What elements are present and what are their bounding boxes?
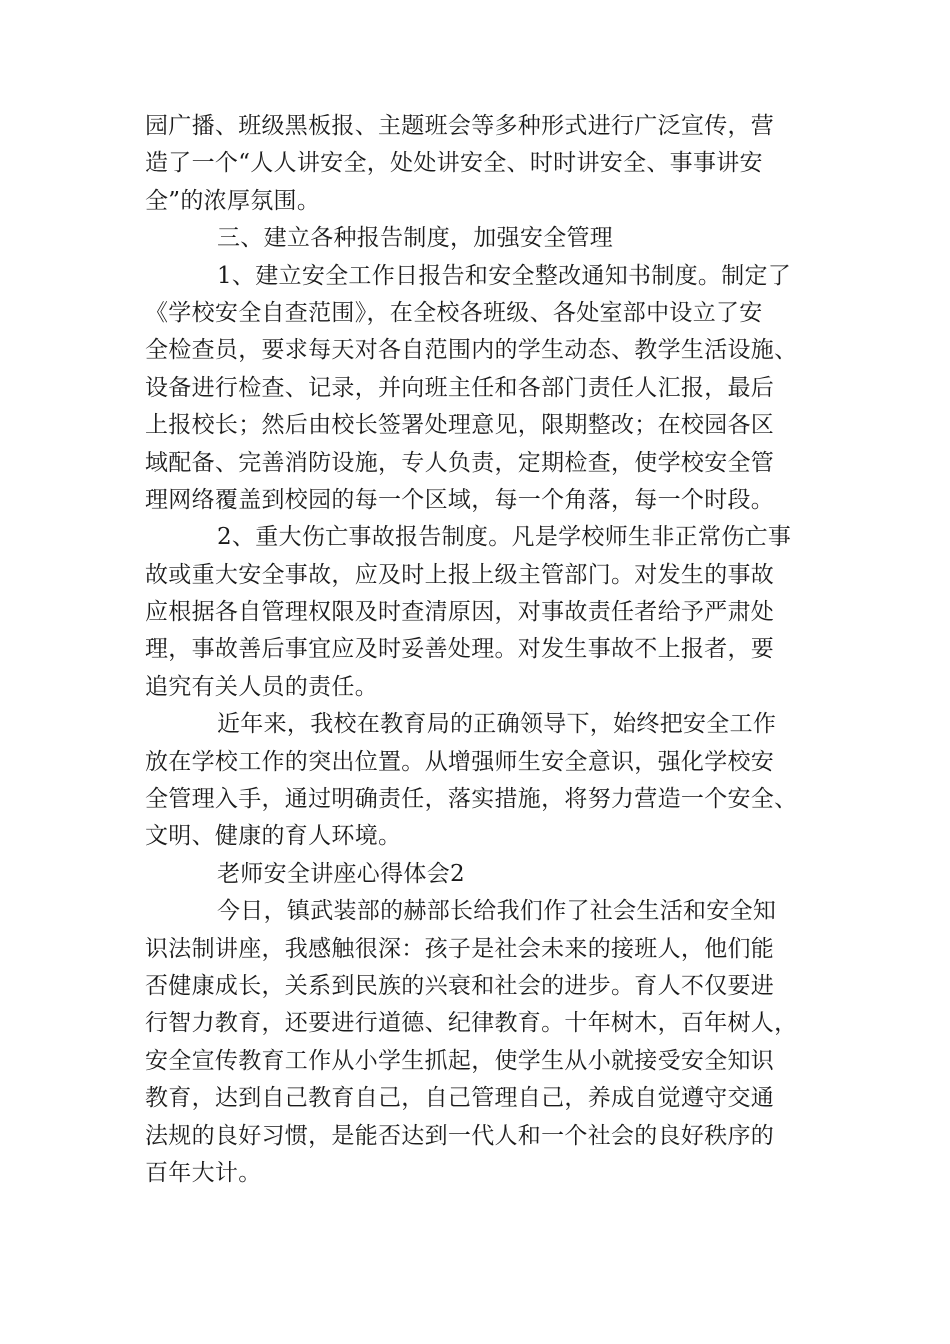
paragraph-start: 2、重大伤亡事故报告制度。凡是学校师生非正常伤亡事: [217, 524, 792, 551]
text-line: 全”的浓厚氛围。: [145, 187, 321, 214]
text-line: 园广播、班级黑板报、主题班会等多种形式进行广泛宣传，营: [145, 113, 775, 139]
text-line: 全管理入手，通过明确责任，落实措施，将努力营造一个安全、: [145, 786, 798, 813]
section-heading: 三、建立各种报告制度，加强安全管理: [217, 225, 614, 252]
text-line: 行智力教育，还要进行道德、纪律教育。十年树木，百年树人，: [145, 1010, 798, 1037]
paragraph-start: 近年来，我校在教育局的正确领导下，始终把安全工作: [217, 711, 777, 738]
article-title: 老师安全讲座心得体会2: [217, 860, 465, 887]
text-line: 识法制讲座，我感触很深：孩子是社会未来的接班人，他们能: [145, 935, 775, 962]
text-line: 应根据各自管理权限及时查清原因，对事故责任者给予严肃处: [145, 599, 775, 626]
text-line: 设备进行检查、记录，并向班主任和各部门责任人汇报，最后: [145, 374, 775, 401]
text-line: 理，事故善后事宜应及时妥善处理。对发生事故不上报者，要: [145, 636, 775, 663]
text-line: 追究有关人员的责任。: [145, 673, 378, 700]
document-body: [145, 108, 805, 1192]
paragraph-start: 今日，镇武装部的赫部长给我们作了社会生活和安全知: [217, 898, 777, 925]
text-line: 安全宣传教育工作从小学生抓起，使学生从小就接受安全知识: [145, 1047, 775, 1074]
text-line: 上报校长；然后由校长签署处理意见，限期整改；在校园各区: [145, 412, 775, 439]
text-line: 法规的良好习惯，是能否达到一代人和一个社会的良好秩序的: [145, 1122, 775, 1149]
text-line: 教育，达到自己教育自己，自己管理自己，养成自觉遵守交通: [145, 1085, 775, 1112]
text-line: 放在学校工作的突出位置。从增强师生安全意识，强化学校安: [145, 748, 775, 775]
text-line: 文明、健康的育人环境。: [145, 823, 402, 850]
paragraph-start: 1、建立安全工作日报告和安全整改通知书制度。制定了: [217, 262, 792, 289]
text-line: 百年大计。: [145, 1159, 262, 1186]
text-line: 全检查员，要求每天对各自范围内的学生动态、教学生活设施、: [145, 337, 798, 364]
text-line: 域配备、完善消防设施，专人负责，定期检查，使学校安全管: [145, 449, 775, 476]
text-line: 《学校安全自查范围》，在全校各班级、各处室部中设立了安: [145, 299, 763, 326]
text-line: 否健康成长，关系到民族的兴衰和社会的进步。育人不仅要进: [145, 972, 775, 999]
text-line: 理网络覆盖到校园的每一个区域，每一个角落，每一个时段。: [145, 486, 775, 513]
text-line: 造了一个“人人讲安全，处处讲安全、时时讲安全、事事讲安: [145, 150, 763, 177]
text-line: 故或重大安全事故，应及时上报上级主管部门。对发生的事故: [145, 561, 775, 588]
